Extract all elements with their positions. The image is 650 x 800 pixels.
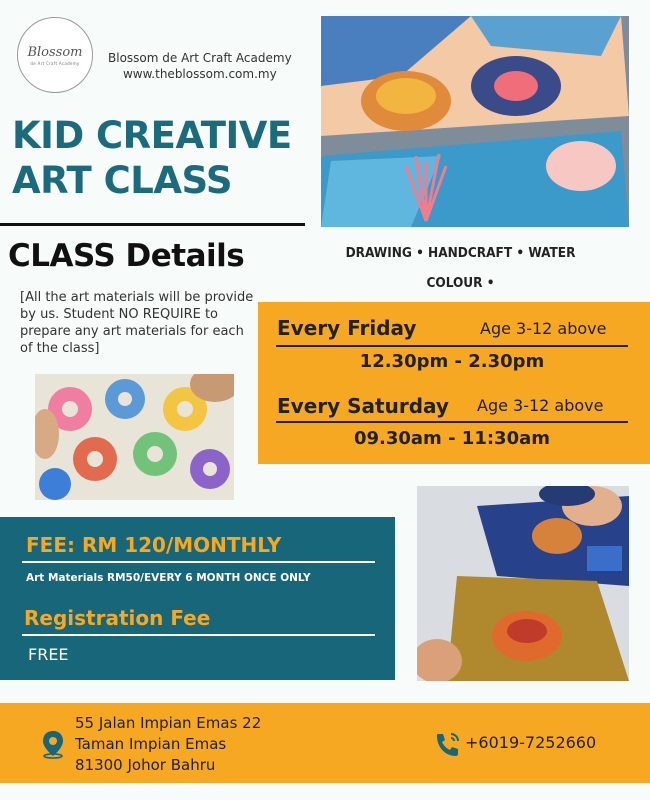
schedule-box — [258, 302, 650, 464]
schedule-friday-age: Age 3-12 above — [480, 319, 607, 338]
page-title — [12, 113, 292, 203]
schedule-saturday-underline — [276, 421, 628, 423]
address-line-1: 55 Jalan Impian Emas 22 — [75, 714, 262, 732]
title-line-1: KID CREATIVE — [12, 114, 292, 157]
academy-name: Blossom de Art Craft Academy — [108, 51, 292, 65]
schedule-saturday-time: 09.30am - 11:30am — [353, 428, 551, 449]
class-details-heading: CLASS Details — [8, 238, 245, 274]
child-drawing-photo — [417, 486, 629, 681]
schedule-saturday-age: Age 3-12 above — [477, 396, 604, 415]
title-divider — [0, 223, 305, 226]
schedule-friday-day: Every Friday — [277, 316, 417, 340]
materials-note: [All the art materials will be provide by us. Student NO REQUIRE to prepare any art materials for each of the class] — [20, 290, 254, 356]
schedule-friday-time: 12.30pm - 2.30pm — [359, 351, 545, 372]
monthly-fee: FEE: RM 120/MONTHLY — [26, 533, 282, 557]
title-line-2: ART CLASS — [12, 159, 233, 202]
schedule-friday-underline — [276, 345, 628, 347]
academy-info — [108, 50, 292, 82]
subjects-line-1: DRAWING • HANDCRAFT • WATER COLOUR • — [345, 245, 576, 291]
location-pin-icon — [41, 729, 65, 759]
registration-fee-value: FREE — [28, 645, 69, 664]
registration-fee-label: Registration Fee — [24, 606, 211, 630]
fee-divider-1 — [22, 561, 375, 563]
address-line-3: 81300 Johor Bahru — [75, 756, 216, 774]
logo-script-text: Blossom — [27, 44, 83, 60]
materials-fee: Art Materials RM50/EVERY 6 MONTH ONCE ONLY — [26, 572, 311, 584]
academy-logo — [17, 17, 93, 93]
address-line-2: Taman Impian Emas — [75, 735, 227, 753]
academy-website[interactable]: www.theblossom.com.my — [122, 67, 277, 81]
address — [75, 713, 261, 776]
contact-bar — [0, 703, 650, 783]
artwork-photo-top — [321, 16, 629, 227]
schedule-saturday-day: Every Saturday — [277, 394, 449, 418]
fee-box — [0, 517, 395, 680]
kids-painting-photo — [35, 374, 234, 500]
phone-number[interactable]: +6019-7252660 — [465, 733, 597, 752]
fee-divider-2 — [22, 634, 375, 636]
logo-subtext: de Art Craft Academy — [30, 60, 80, 66]
phone-call-icon — [434, 731, 462, 757]
